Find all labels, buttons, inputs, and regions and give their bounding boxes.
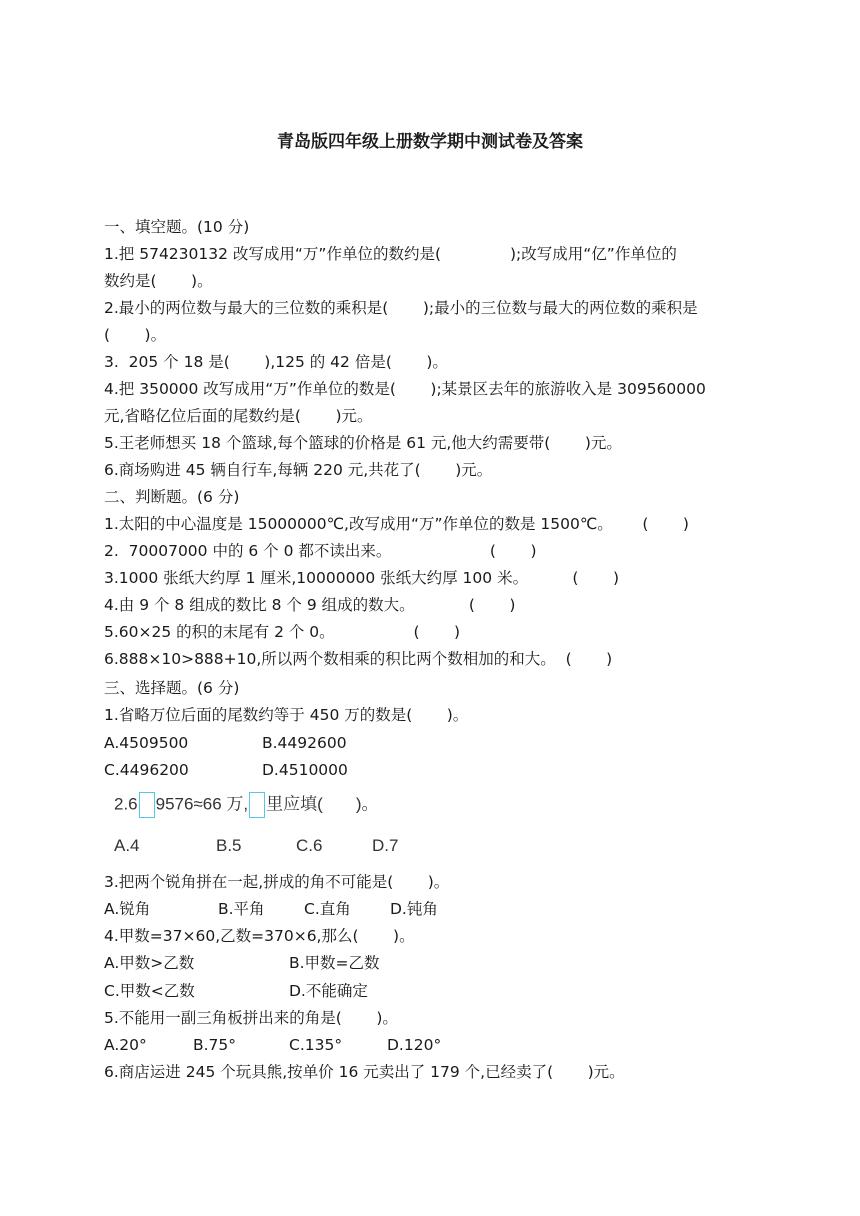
- s3-q1-option-b: B.4492600: [262, 734, 347, 752]
- answer-box: [139, 792, 155, 818]
- s3-q5-option-c: C.135°: [289, 1036, 343, 1054]
- s3-q2-option-a: A.4: [114, 836, 140, 855]
- s2-question-2: 2. 70007000 中的 6 个 0 都不读出来。 ( ): [104, 542, 537, 560]
- s1-question-4-line1: 4.把 350000 改写成用“万”作单位的数是( );某景区去年的旅游收入是 309560000: [104, 380, 706, 398]
- section-1-heading: 一、填空题。(10 分): [104, 218, 250, 236]
- s3-q5-option-d: D.120°: [387, 1036, 442, 1054]
- s3-q2-suffix: 里应填( )。: [266, 794, 379, 814]
- page-title: 青岛版四年级上册数学期中测试卷及答案: [277, 132, 583, 152]
- s3-q3-option-d: D.钝角: [390, 900, 438, 918]
- s3-q2-option-d: D.7: [372, 836, 399, 855]
- s1-question-3: 3. 205 个 18 是( ),125 的 42 倍是( )。: [104, 353, 448, 371]
- s3-question-4: 4.甲数=37×60,乙数=370×6,那么( )。: [104, 927, 415, 945]
- s2-question-4: 4.由 9 个 8 组成的数比 8 个 9 组成的数大。 ( ): [104, 596, 516, 614]
- s3-q1-option-d: D.4510000: [262, 761, 348, 779]
- s1-question-1-line2: 数约是( )。: [104, 272, 213, 290]
- s2-question-1: 1.太阳的中心温度是 15000000℃,改写成用“万”作单位的数是 1500℃。 ( ): [104, 515, 689, 533]
- section-3-heading: 三、选择题。(6 分): [104, 679, 240, 697]
- s1-question-2-line1: 2.最小的两位数与最大的三位数的乘积是( );最小的三位数与最大的两位数的乘积是: [104, 299, 698, 317]
- s2-question-3: 3.1000 张纸大约厚 1 厘米,10000000 张纸大约厚 100 米。 ( ): [104, 569, 619, 587]
- s3-q2-prefix: 2.6: [114, 794, 138, 814]
- s3-q5-option-a: A.20°: [104, 1036, 147, 1054]
- s1-question-2-line2: ( )。: [104, 326, 167, 344]
- s3-q4-option-b: B.甲数=乙数: [289, 954, 380, 972]
- s3-q2-option-c: C.6: [296, 836, 323, 855]
- s3-question-3: 3.把两个锐角拼在一起,拼成的角不可能是( )。: [104, 873, 450, 891]
- s1-question-6: 6.商场购进 45 辆自行车,每辆 220 元,共花了( )元。: [104, 461, 493, 479]
- s3-q4-option-d: D.不能确定: [289, 982, 368, 1000]
- s2-question-5: 5.60×25 的积的末尾有 2 个 0。 ( ): [104, 623, 461, 641]
- s3-q2-middle: 9576≈66 万,: [155, 794, 249, 814]
- s3-question-6: 6.商店运进 245 个玩具熊,按单价 16 元卖出了 179 个,已经卖了( )元。: [104, 1063, 625, 1081]
- s1-question-1-line1: 1.把 574230132 改写成用“万”作单位的数约是( );改写成用“亿”作单位的: [104, 245, 677, 263]
- s1-question-4-line2: 元,省略亿位后面的尾数约是( )元。: [104, 407, 373, 425]
- s3-q2-option-b: B.5: [216, 836, 242, 855]
- s3-q1-option-c: C.4496200: [104, 761, 189, 779]
- s1-question-5: 5.王老师想买 18 个篮球,每个篮球的价格是 61 元,他大约需要带( )元。: [104, 434, 622, 452]
- s3-q4-option-c: C.甲数<乙数: [104, 982, 195, 1000]
- s3-q3-option-c: C.直角: [304, 900, 351, 918]
- s3-q5-option-b: B.75°: [193, 1036, 237, 1054]
- s3-q3-option-b: B.平角: [218, 900, 265, 918]
- s3-question-5: 5.不能用一副三角板拼出来的角是( )。: [104, 1009, 398, 1027]
- s2-question-6: 6.888×10>888+10,所以两个数相乘的积比两个数相加的和大。 ( ): [104, 650, 613, 668]
- s3-question-1: 1.省略万位后面的尾数约等于 450 万的数是( )。: [104, 706, 469, 724]
- s3-q4-option-a: A.甲数>乙数: [104, 954, 195, 972]
- section-2-heading: 二、判断题。(6 分): [104, 488, 240, 506]
- answer-box: [249, 792, 265, 818]
- s3-q3-option-a: A.锐角: [104, 900, 151, 918]
- s3-question-2: [114, 792, 379, 818]
- s3-q1-option-a: A.4509500: [104, 734, 189, 752]
